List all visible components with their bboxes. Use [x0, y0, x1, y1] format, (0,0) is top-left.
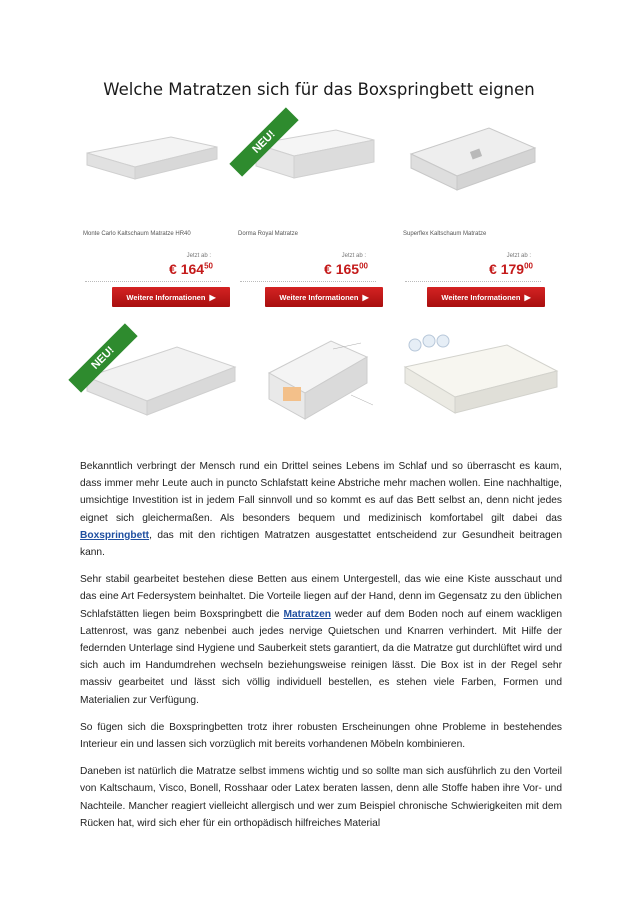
new-badge: NEU! [68, 323, 137, 392]
more-info-button[interactable]: Weitere Informationen ▶ [427, 287, 545, 307]
boxspringbett-link[interactable]: Boxspringbett [80, 529, 150, 541]
product-name: Dorma Royal Matratze [238, 231, 299, 237]
divider [240, 281, 376, 282]
mattress-image [81, 131, 221, 185]
product-name: Monte Carlo Kaltschaum Matratze HR40 [83, 231, 191, 237]
product-card-2 [232, 113, 382, 313]
mattress-image [395, 331, 561, 433]
matratzen-link[interactable]: Matratzen [283, 608, 332, 620]
mattress-cross-section-image [255, 335, 379, 433]
price-prefix: Jetzt ab : [341, 253, 366, 259]
mattress-image [77, 329, 239, 433]
paragraph: Daneben ist natürlich die Matratze selbst immens wichtig und so sollte man sich ausführlich zu den Vorteil von Kaltschaum, Visco, Bonell, Rosshaar oder Latex beraten lassen, denn alle Stoffe haben ihre Vor- und Nachteile. Mancher reagiert vielleicht allergisch und wer zum Beispiel chronische Schwierigkeiten mit dem Rücken hat, wird sich eher für ein orthopädisch hilfreiches Material [80, 766, 562, 829]
divider [85, 281, 221, 282]
arrow-right-icon: ▶ [524, 292, 531, 302]
product-gallery [77, 113, 561, 433]
product-card-3 [397, 113, 547, 313]
product-price: € $165^{00}$ [324, 261, 368, 277]
product-price: € $164^{50}$ [169, 261, 213, 277]
product-price: € $179^{00}$ [489, 261, 533, 277]
price-prefix: Jetzt ab : [506, 253, 531, 259]
more-info-button[interactable]: Weitere Informationen ▶ [265, 287, 383, 307]
page-title: Welche Matratzen sich für das Boxspringbett eignen [103, 80, 535, 99]
new-badge: NEU! [229, 107, 298, 176]
divider [405, 281, 541, 282]
product-card-1 [77, 113, 227, 313]
paragraph: Sehr stabil gearbeitet bestehen diese Betten aus einem Untergestell, das wie eine Kiste ausschaut und das eine Art Federsystem beinhaltet. Die Vorteile liegen auf der Hand, denn im Gegensatz zu den üblichen Schlafstätten liegen beim Boxspringbett die Matratzen weder auf dem Boden noch auf einem wackligen Lattenrost, was ganz nebenbei auch jedes nervige Quietschen und Knarren verhindert. Mit Hilfe der federnden Unterlage sind Hygiene und Sauberkeit stets garantiert, da die Matratze gut durchlüftet wird und sich auch im Handumdrehen wechseln beziehungsweise reinigen lässt. Die Box ist in der Regel sehr massiv gearbeitet und lässt sich völlig individuell bestellen, es stehen viele Farben, Formen und Materialien zur Verfügung. [80, 574, 562, 706]
arrow-right-icon: ▶ [209, 292, 216, 302]
price-prefix: Jetzt ab : [186, 253, 211, 259]
article-body [80, 458, 562, 842]
product-name: Superflex Kaltschaum Matratze [403, 231, 487, 237]
paragraph: So fügen sich die Boxspringbetten trotz ihrer robusten Erscheinungen ohne Probleme in bestehendes Interieur ein und lassen sich vorzüglich mit bereits vorhandenen Möbeln kombinieren. [80, 721, 562, 751]
mattress-image [401, 119, 541, 209]
paragraph: Bekanntlich verbringt der Mensch rund ein Drittel seines Lebens im Schlaf und so überrascht es kaum, dass immer mehr Leute auch in puncto Schlafstatt keine Abstriche mehr machen wollen. Eine nachhaltige, umsichtige Investition ist in jedem Fall sinnvoll und so kommt es auf das Bett selbst an, denn nicht jedes eignet sich gleichermaßen. Als besonders bequem und medizinisch komfortabel gilt dabei das Boxspringbett, das mit den richtigen Matratzen ausgestattet entscheidend zur Gesundheit beitragen kann. [80, 461, 562, 559]
more-info-button[interactable]: Weitere Informationen ▶ [112, 287, 230, 307]
arrow-right-icon: ▶ [362, 292, 369, 302]
